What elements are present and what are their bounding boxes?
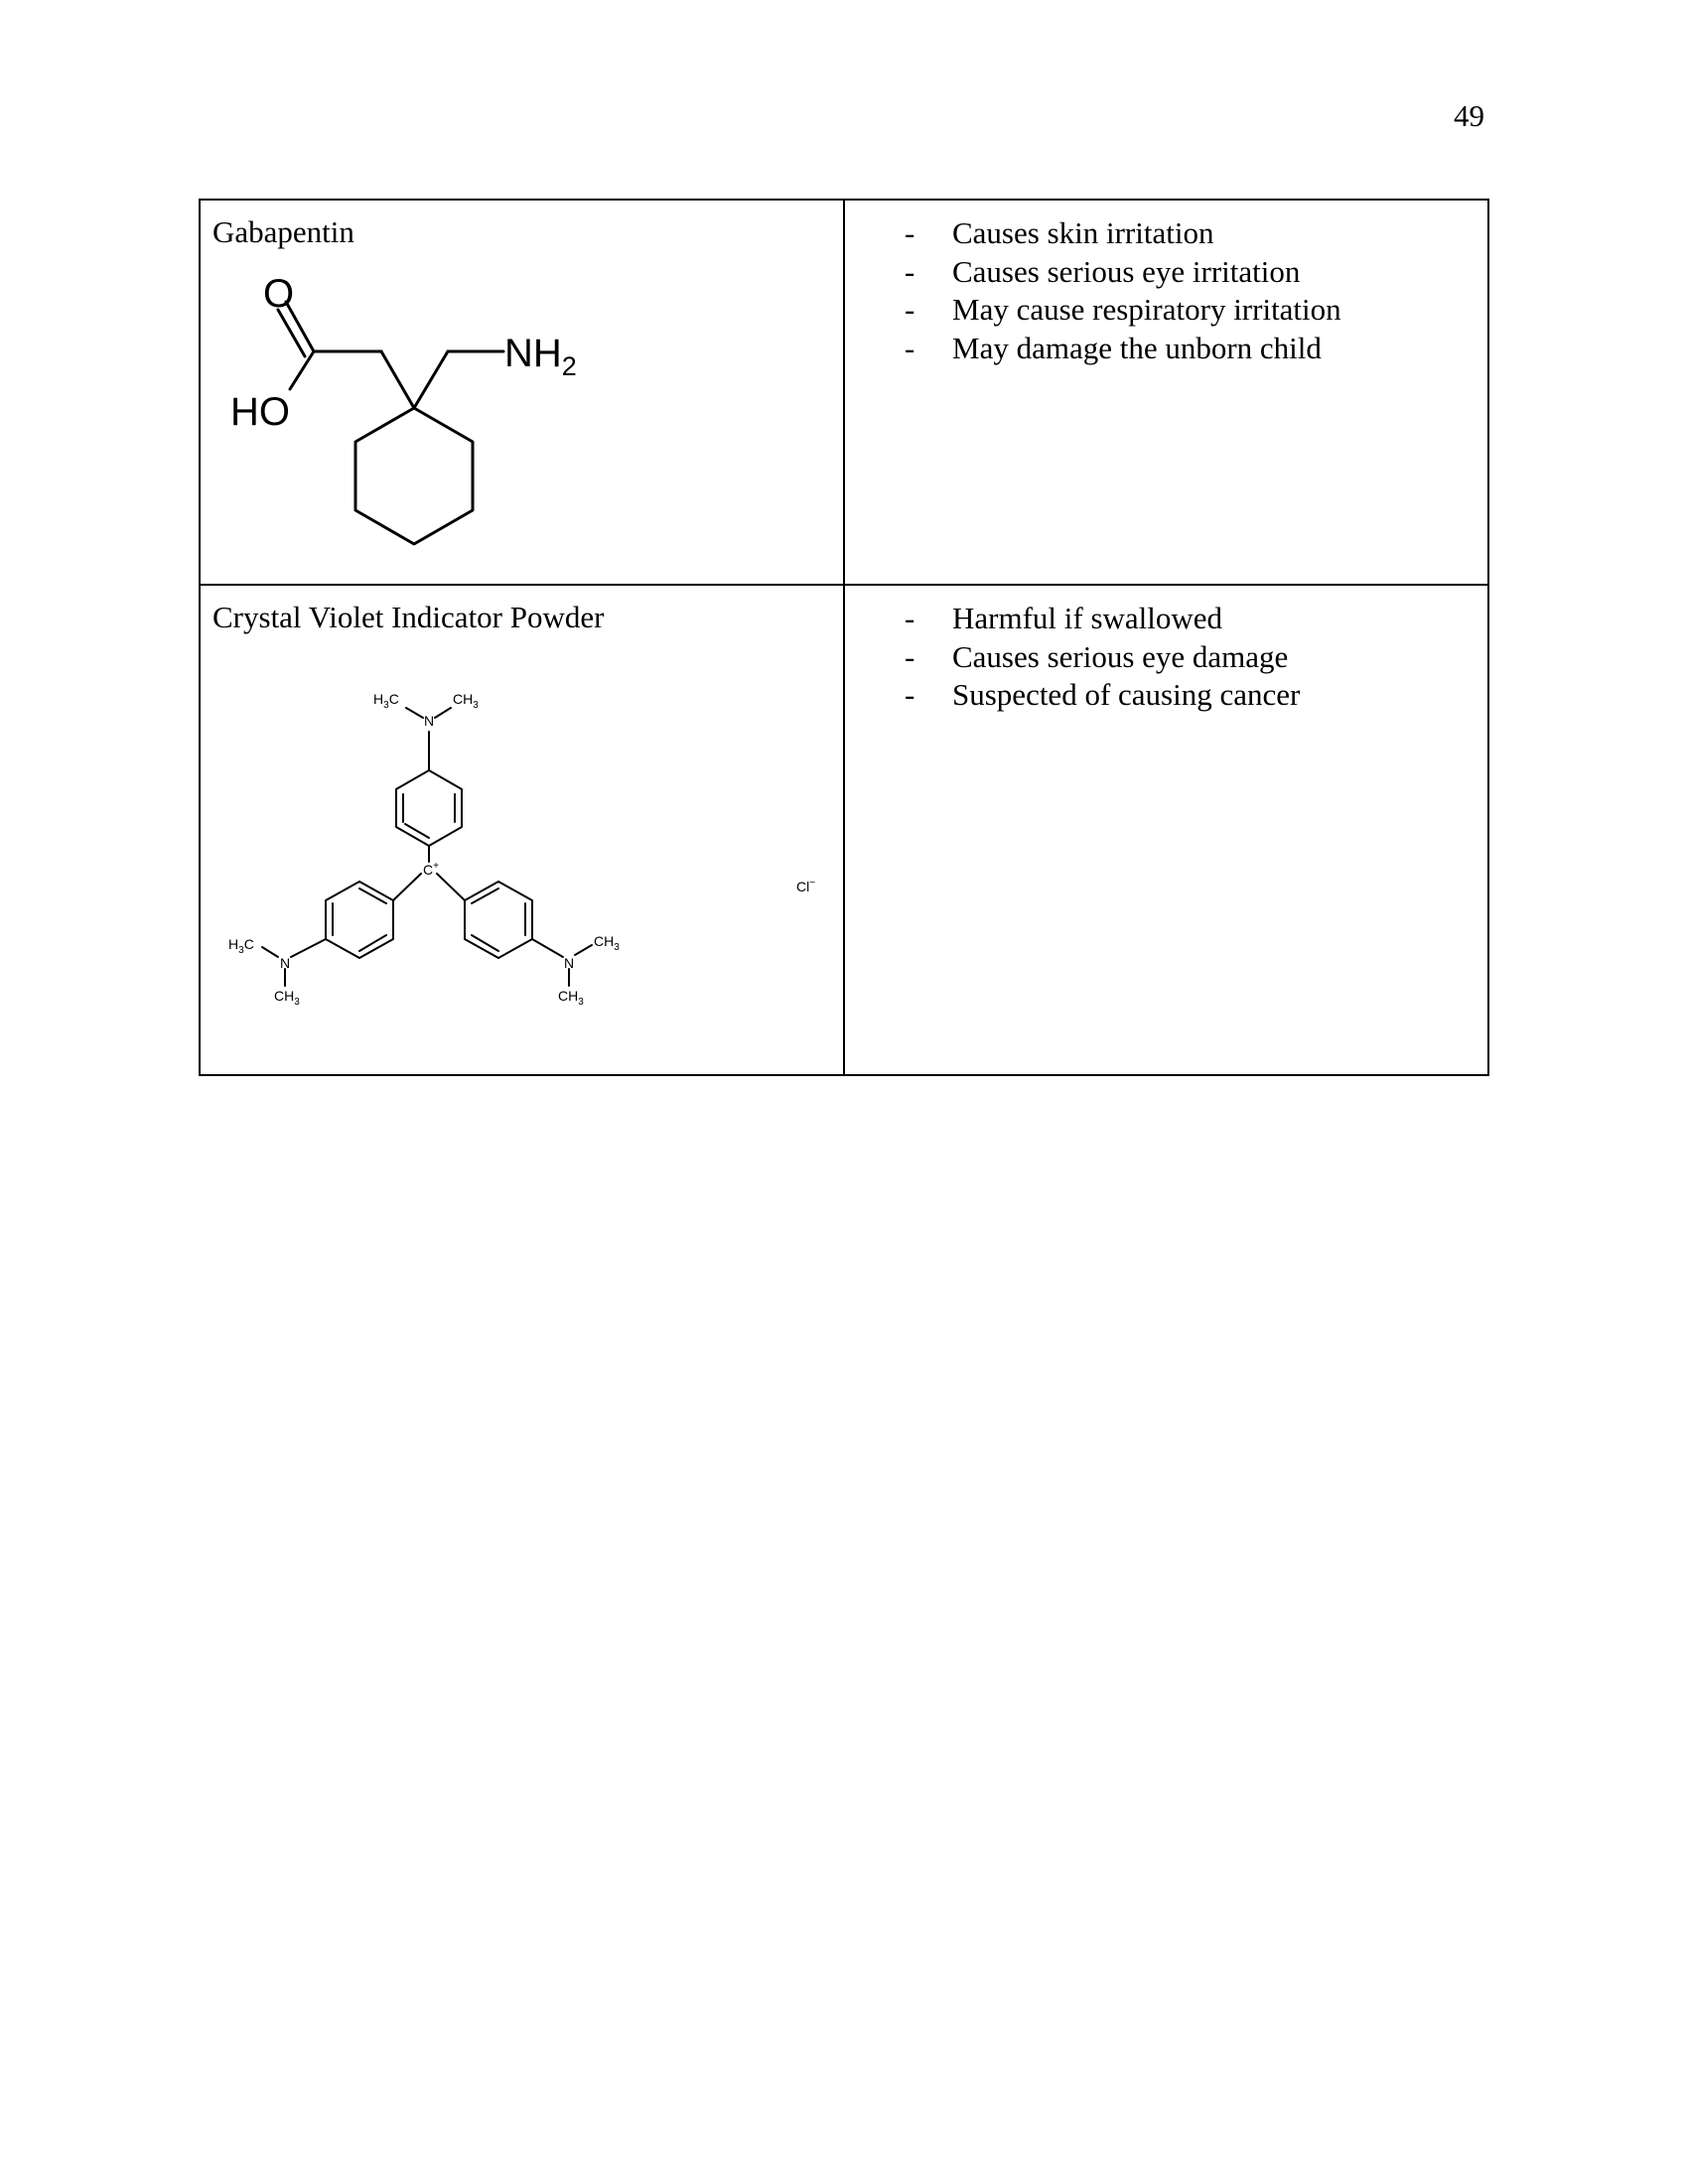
methyl-label: $CH_3$: [558, 988, 584, 1008]
hazard-item: - May damage the unborn child: [905, 330, 1322, 365]
hazard-list: [905, 214, 1341, 367]
page-number: 49: [1454, 98, 1484, 133]
hazard-item: - Causes serious eye damage: [905, 638, 1289, 674]
oxygen-label: O: [263, 272, 295, 316]
carbocation-label: C+: [423, 861, 439, 878]
methyl-label: $CH_3$: [594, 933, 620, 953]
hazard-item: - Causes skin irritation: [905, 215, 1214, 250]
methyl-label: $CH_3$: [453, 691, 479, 711]
gabapentin-structure: [201, 201, 845, 584]
nitrogen-label: N: [564, 955, 575, 971]
amine-label: $NH_2$: [504, 332, 577, 381]
hazard-item: - Suspected of causing cancer: [905, 677, 1301, 712]
methyl-label: $H_3C$: [228, 936, 254, 956]
table-row: [200, 200, 1488, 585]
chemical-name: Crystal Violet Indicator Powder: [212, 600, 605, 634]
gabapentin-bonds: [278, 302, 503, 544]
chloride-label: Cl−: [796, 878, 816, 894]
nitrogen-label: N: [424, 713, 435, 729]
crystal-violet-bonds: [262, 708, 592, 986]
chemical-name: Gabapentin: [212, 214, 354, 249]
methyl-label: $CH_3$: [274, 988, 300, 1008]
hazard-cell: [844, 585, 1488, 1075]
hazard-item: - Causes serious eye irritation: [905, 253, 1301, 289]
nitrogen-label: N: [280, 955, 291, 971]
crystal-violet-structure: [201, 586, 845, 1074]
hazard-cell: [844, 200, 1488, 585]
hazard-item: - May cause respiratory irritation: [905, 292, 1341, 327]
chemical-cell: [200, 200, 844, 585]
table-row: [200, 585, 1488, 1075]
hydroxyl-label: HO: [230, 390, 290, 434]
chemical-cell: [200, 585, 844, 1075]
hazard-item: - Harmful if swallowed: [905, 601, 1223, 635]
methyl-label: $H_3C$: [373, 691, 399, 711]
hazard-list: [905, 600, 1300, 715]
hazard-table: [199, 199, 1489, 1076]
